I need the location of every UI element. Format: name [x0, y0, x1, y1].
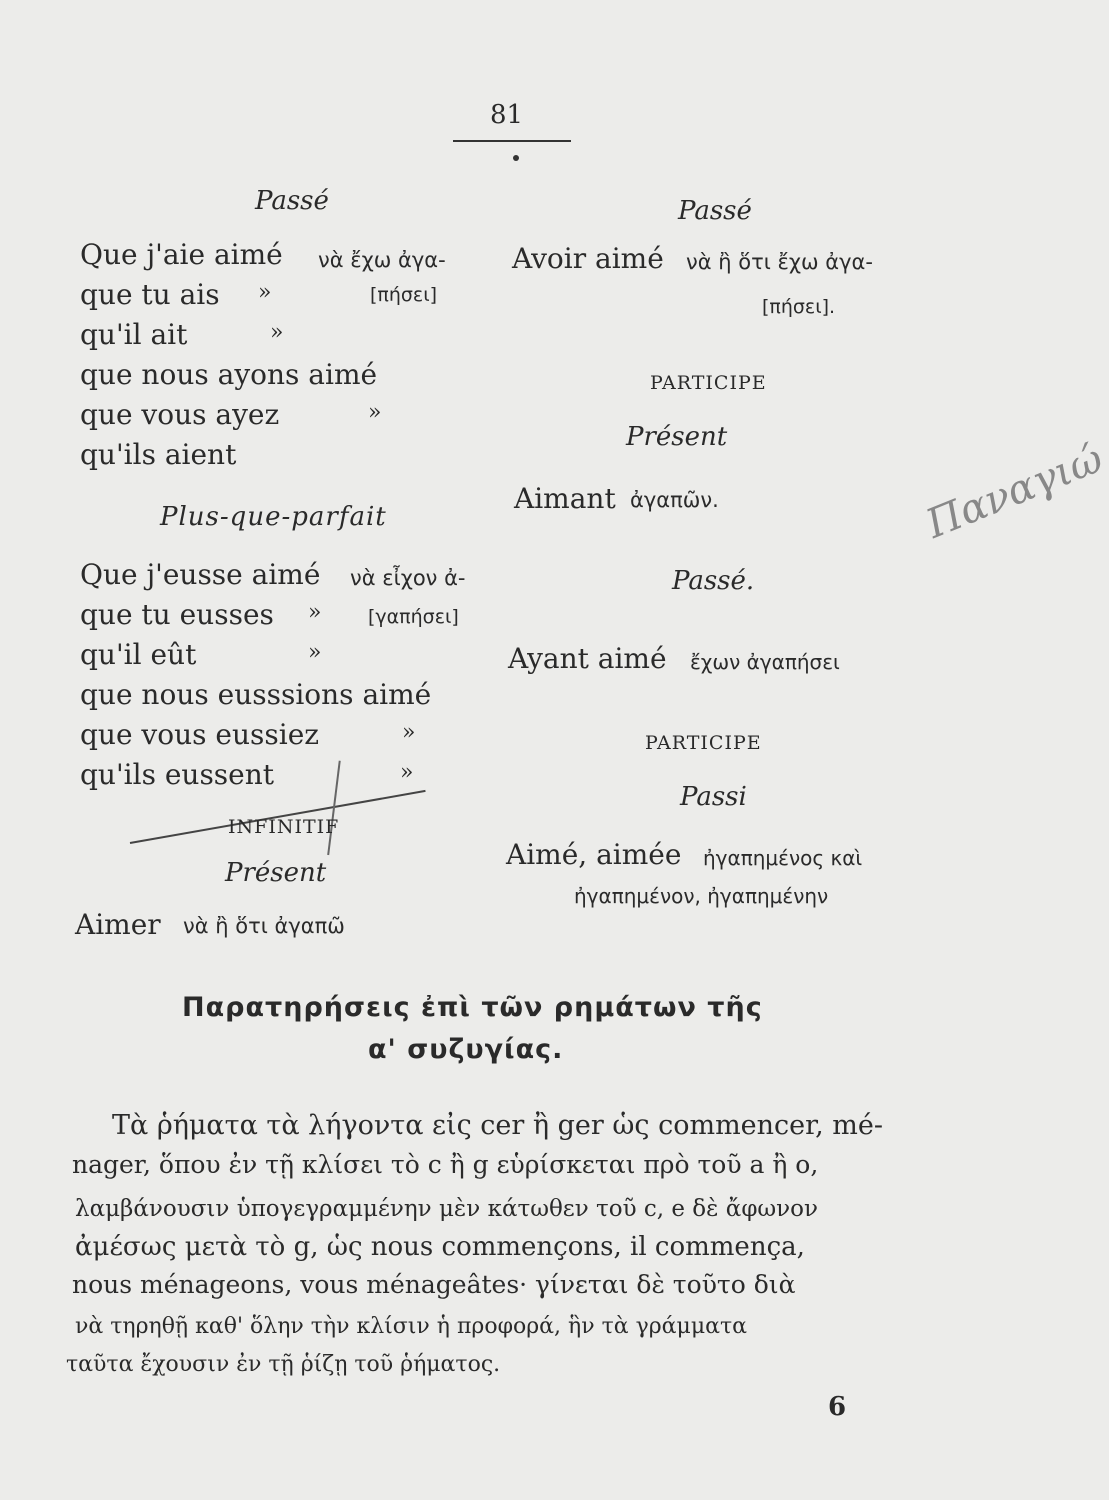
left-passe-line-5: que vous ayez	[80, 398, 280, 431]
left-passe-line-4: que nous ayons aimé	[80, 358, 378, 391]
line-fr: Que j'aie aimé	[80, 238, 283, 271]
aimant-fr: Aimant	[514, 482, 616, 515]
paragraph-line-1: Τὰ ῥήματα τὰ λήγοντα εἰς cer ἢ ger ὡς commencer, mé-	[112, 1110, 883, 1141]
left-pqp-line-6: qu'ils eussent	[80, 758, 275, 791]
left-pqp-line-2: que tu eusses	[80, 598, 274, 631]
left-pqp-line-1-greek: νὰ εἶχον ἀ-	[350, 566, 466, 590]
passi-heading: Passi	[680, 782, 747, 812]
left-passe-line-1-greek: νὰ ἔχω ἀγα-	[318, 248, 446, 272]
avoir-gr: νὰ ἢ ὅτι ἔχω ἀγα-	[686, 250, 873, 274]
left-pqp-heading: Plus-que-parfait	[160, 502, 387, 532]
left-passe-line-5-mark: »	[368, 400, 382, 425]
left-passe-line-3-mark: »	[270, 320, 284, 345]
left-passe-line-2-mark: »	[258, 280, 272, 305]
paragraph-line-4: ἀμέσως μετὰ τὸ g, ὡς nous commençons, il commença,	[75, 1232, 805, 1262]
left-passe-line-6: qu'ils aient	[80, 438, 237, 471]
left-pqp-line-5-mark: »	[402, 720, 416, 745]
left-passe-line-2: que tu ais	[80, 278, 220, 311]
left-passe-heading: Passé	[255, 186, 329, 216]
ayant-gr: ἔχων ἀγαπήσει	[690, 650, 840, 674]
paragraph-line-7: ταῦτα ἔχουσιν ἐν τῇ ῥίζῃ τοῦ ῥήματος.	[66, 1352, 501, 1377]
right-passe2-heading: Passé.	[672, 566, 755, 596]
left-pqp-line-6-mark: »	[400, 760, 414, 785]
aimant-gr: ἀγαπῶν.	[630, 488, 719, 512]
paragraph-line-5: nous ménageons, vous ménageâtes· γίνεται δὲ τοῦτο διὰ	[72, 1270, 796, 1299]
left-passe-line-3: qu'il ait	[80, 318, 188, 351]
aimer-fr: Aimer	[75, 908, 161, 941]
left-passe-line-1	[80, 238, 283, 271]
left-passe-line-2-greek: [πήσει]	[370, 284, 438, 306]
paragraph-line-2: nager, ὅπου ἐν τῇ κλίσει τὸ c ἢ g εὑρίσκεται πρὸ τοῦ a ἢ o,	[72, 1150, 819, 1179]
left-pqp-line-1: Que j'eusse aimé	[80, 558, 321, 591]
participe-heading-1: PARTICIPE	[650, 372, 767, 394]
handwritten-annotation: Παναγιώ	[920, 435, 1109, 548]
header-rule	[453, 140, 571, 142]
participe-heading-2: PARTICIPE	[645, 732, 762, 754]
header-dot	[513, 155, 519, 161]
left-pqp-line-3-mark: »	[308, 640, 322, 665]
signature-number: 6	[828, 1392, 847, 1422]
left-pqp-line-2-greek: [γαπήσει]	[368, 606, 459, 628]
page-number: 81	[490, 100, 524, 130]
section-title-line-2: α' συζυγίας.	[368, 1034, 564, 1065]
ayant-fr: Ayant aimé	[508, 642, 667, 675]
left-pqp-line-4: que nous eusssions aimé	[80, 678, 432, 711]
aime-fr: Aimé, aimée	[506, 838, 682, 871]
left-pqp-line-5: que vous eussiez	[80, 718, 320, 751]
paragraph-line-6: νὰ τηρηθῇ καθ' ὅλην τὴν κλίσιν ἡ προφορά, ἣν τὰ γράμματα	[75, 1314, 748, 1339]
aimer-gr: νὰ ἢ ὅτι ἀγαπῶ	[183, 914, 345, 938]
right-passe-heading: Passé	[678, 196, 752, 226]
left-pqp-line-2-mark: »	[308, 600, 322, 625]
right-present-heading: Présent	[626, 422, 728, 452]
infinitif-heading: INFINITIF	[228, 816, 340, 838]
aime-gr-2: ἠγαπημένον, ἠγαπημένην	[574, 884, 829, 908]
left-pqp-line-3: qu'il eût	[80, 638, 197, 671]
avoir-fr: Avoir aimé	[512, 242, 664, 275]
section-title-line-1: Παρατηρήσεις ἐπὶ τῶν ρημάτων τῆς	[182, 992, 763, 1023]
avoir-gr-2: [πήσει].	[762, 296, 836, 318]
aime-gr: ἠγαπημένος καὶ	[703, 846, 863, 870]
left-present-heading: Présent	[225, 858, 327, 888]
paragraph-line-3: λαμβάνουσιν ὑπογεγραμμένην μὲν κάτωθεν τοῦ c, e δὲ ἄφωνον	[75, 1196, 818, 1222]
